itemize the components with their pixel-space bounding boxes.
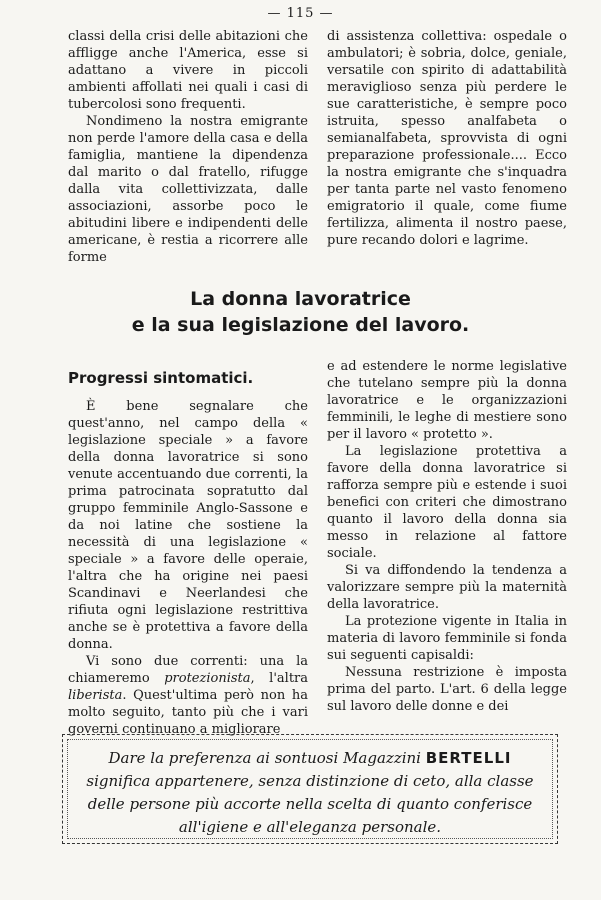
top-right-column xyxy=(327,28,567,249)
text-run: Dare la preferenza ai sontuosi Magazzini xyxy=(108,749,426,767)
article-title xyxy=(0,286,601,338)
paragraph: La protezione vigente in Italia in materia di lavoro femminile si fonda sui seguenti capisaldi: xyxy=(327,614,567,663)
top-left-column xyxy=(68,28,308,266)
article-title-line: e la sua legislazione del lavoro. xyxy=(131,314,470,336)
ad-line: delle persone più accorte nella scelta di quanto conferisce xyxy=(87,795,533,813)
paragraph: La legislazione protettiva a favore della donna lavoratrice si rafforza sempre più e estende i suoi benefici con criteri che dimostrano quanto il lavoro della donna sia messo in relazione al fattore sociale. xyxy=(327,444,567,561)
text-run: Vi sono due correnti: una la chiameremo xyxy=(68,654,308,686)
text-run: , l'altra xyxy=(250,671,309,686)
ad-brand-name: BERTELLI xyxy=(425,749,512,767)
paragraph: Nondimeno la nostra emigrante non perde l'amore della casa e della famiglia, mantiene la dipendenza dal marito o dal fratello, rifugge dalla vita collettivizzata, dalle associazioni, assorbe poco le abitudini libere e indipendenti delle americane, è restia a ricorrere alle forme xyxy=(68,114,308,265)
paragraph: Si va diffondendo la tendenza a valorizzare sempre più la maternità della lavoratrice. xyxy=(327,563,567,612)
emphasis-term: liberista xyxy=(68,688,123,703)
paragraph: classi della crisi delle abitazioni che affligge anche l'America, esse si adattano a vivere in piccoli ambienti affollati nei quali i casi di tubercolosi sono frequenti. xyxy=(68,29,308,112)
article-title-line: La donna lavoratrice xyxy=(190,288,411,310)
paragraph xyxy=(68,653,308,738)
paragraph: Nessuna restrizione è imposta prima del parto. L'art. 6 della legge sul lavoro delle donne e dei xyxy=(327,665,567,714)
text-run: . Quest'ultima però non ha molto seguito, tanto più che i vari governi continuano a migliorare xyxy=(68,688,308,737)
emphasis-term: protezionista xyxy=(164,671,251,686)
section-subheading: Progressi sintomatici. xyxy=(68,369,254,387)
bottom-left-column xyxy=(68,398,308,738)
advertisement-text xyxy=(77,747,543,839)
ad-line xyxy=(77,747,543,770)
page-number: — 115 — xyxy=(267,6,334,21)
paragraph: È bene segnalare che quest'anno, nel campo della « legislazione speciale » a favore della donna lavoratrice si sono venute accentuando due correnti, la prima patrocinata sopratutto dal gruppo femminile Anglo-Sassone e da noi latine che sostiene la necessità di una legislazione « speciale » a favore delle operaie, l'altra che ha origine nei paesi Scandinavi e Neerlandesi che rifiuta ogni legislazione restrittiva anche se è protettiva a favore della donna. xyxy=(68,399,308,652)
ad-line: significa appartenere, senza distinzione di ceto, alla classe xyxy=(86,772,534,790)
paragraph: e ad estendere le norme legislative che tutelano sempre più la donna lavoratrice e le organizzazioni femminili, le leghe di mestiere sono per il lavoro « protetto ». xyxy=(327,359,567,442)
advertisement-box xyxy=(62,734,558,844)
ad-line: all'igiene e all'eleganza personale. xyxy=(178,818,442,836)
paragraph: di assistenza collettiva: ospedale o ambulatori; è sobria, dolce, geniale, versatile con spirito di adattabilità meraviglioso senza più perdere le sue caratteristiche, è sempre poco istruita, spesso analfabeta o semianalfabeta, sprovvista di ogni preparazione professionale.... Ecco la nostra emigrante che s'inquadra per tanta parte nel vasto fenomeno emigratorio il quale, come fiume fertilizza, alimenta il nostro paese, pure recando dolori e lagrime. xyxy=(327,29,567,248)
bottom-right-column xyxy=(327,358,567,715)
